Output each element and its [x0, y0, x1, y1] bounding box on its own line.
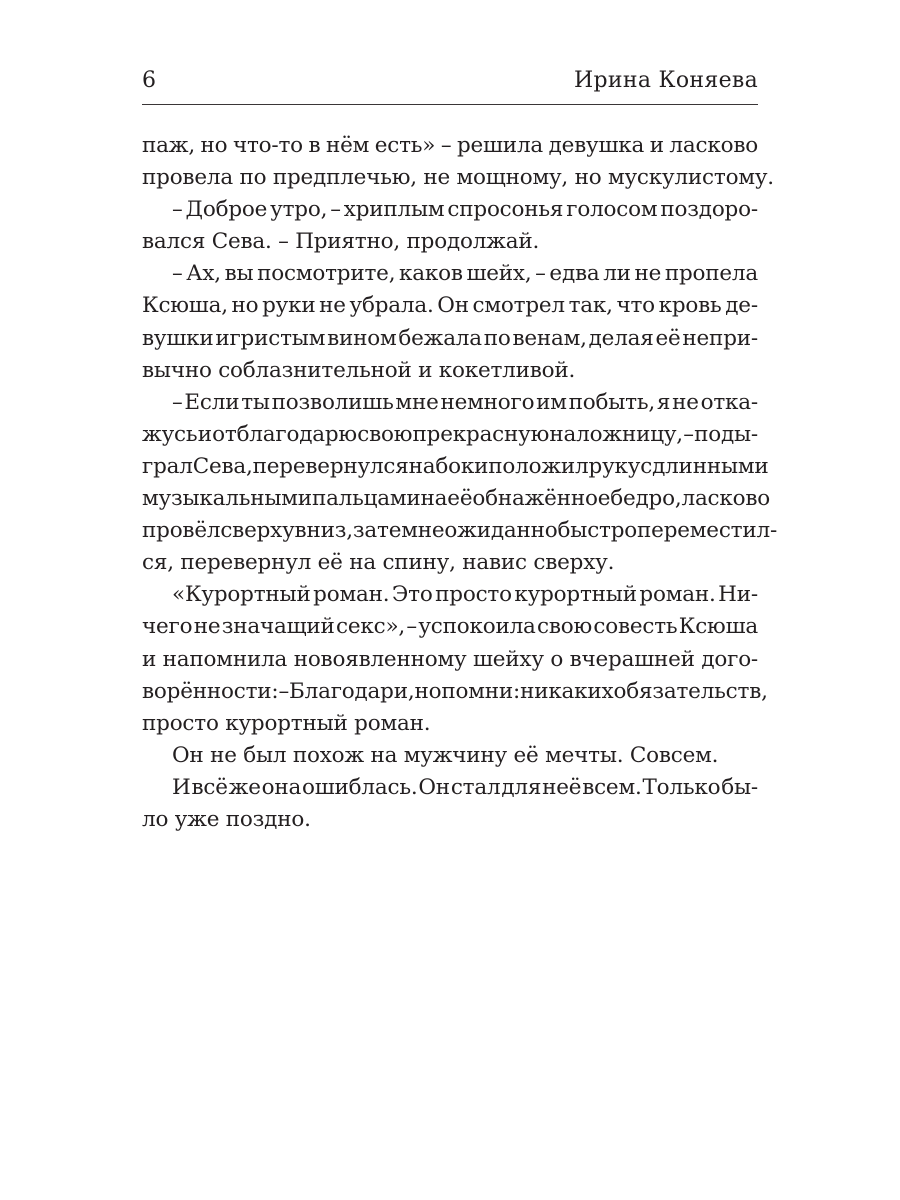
word: кровь	[658, 293, 722, 319]
word: Это	[391, 582, 433, 608]
word: в	[308, 133, 321, 158]
word: мечты.	[545, 742, 624, 768]
word: –	[535, 261, 546, 287]
word: секс»,	[336, 614, 406, 640]
word: немного	[440, 389, 535, 415]
word: нём	[325, 133, 370, 158]
word: шейх,	[466, 261, 532, 287]
word: –	[406, 614, 417, 640]
word: грал	[142, 453, 193, 479]
word: роман.	[354, 710, 431, 736]
word: каков	[399, 261, 463, 287]
word: Доброе	[185, 197, 268, 223]
word: её	[317, 550, 343, 576]
word: же	[228, 774, 261, 800]
word: И	[172, 774, 191, 800]
word: Ксюша,	[142, 293, 228, 319]
word: не	[319, 293, 346, 319]
word: ласково	[681, 486, 771, 512]
text-line	[142, 708, 758, 740]
word: роман.	[313, 582, 390, 608]
word: мужчину	[403, 742, 507, 768]
word: ли	[603, 261, 631, 287]
word: вушки	[142, 325, 214, 351]
word: жусь	[142, 421, 198, 447]
word: мускулистому.	[607, 165, 774, 191]
word: позволишь	[271, 389, 394, 415]
word: неё	[542, 774, 582, 800]
text-line	[142, 676, 768, 708]
running-head-author: Ирина Коняева	[574, 68, 758, 93]
word: вался	[142, 229, 206, 255]
word: вы	[224, 261, 254, 287]
word: продолжай.	[406, 229, 540, 255]
word: Он	[172, 742, 204, 768]
word: по	[239, 165, 267, 191]
word: паж,	[142, 133, 195, 158]
text-line	[142, 323, 758, 355]
word: вином	[327, 325, 397, 351]
word: –	[330, 197, 341, 223]
word: не	[672, 389, 699, 415]
word: перевернул	[180, 550, 312, 576]
body-text	[142, 130, 778, 836]
word: был	[243, 742, 287, 768]
word: свою	[537, 614, 593, 640]
word: –	[278, 678, 290, 704]
word: так,	[568, 293, 613, 319]
word: ласково	[669, 133, 758, 158]
word: всё	[191, 774, 228, 800]
word: Приятно,	[295, 229, 400, 255]
text-line	[142, 130, 758, 162]
text-line	[142, 355, 758, 387]
word: ошиблась.	[302, 774, 418, 800]
word: не	[210, 742, 237, 768]
word: –	[440, 133, 452, 158]
text-line	[142, 194, 758, 226]
text-line	[142, 258, 758, 290]
word: голосом	[566, 197, 658, 223]
word: мощному,	[456, 165, 569, 191]
word: просто	[435, 582, 512, 608]
word: ло	[142, 806, 169, 832]
word: Благодари,	[289, 678, 415, 704]
word: что-то	[232, 133, 303, 158]
word: ворённости:	[142, 678, 279, 704]
word: сверху	[220, 518, 295, 544]
word: не	[634, 261, 662, 287]
word: руку	[588, 453, 641, 479]
word: кокетливой.	[438, 357, 576, 383]
text-line	[142, 772, 758, 804]
text-line	[142, 451, 769, 483]
word: хриплым	[343, 197, 445, 223]
text-line	[142, 644, 758, 676]
word: я	[656, 389, 671, 415]
text-line	[142, 804, 758, 836]
word: поздно.	[225, 806, 311, 832]
word: переместил-	[637, 518, 778, 544]
text-line	[142, 483, 771, 515]
word: вчерашней	[569, 646, 695, 672]
word: затем	[352, 518, 418, 544]
word: девушка	[548, 133, 645, 158]
word: Он	[437, 293, 469, 319]
word: Совсем.	[629, 742, 719, 768]
word: значащий	[221, 614, 335, 640]
word: провела	[142, 165, 233, 191]
word: Он	[418, 774, 450, 800]
word: де-	[725, 293, 758, 319]
page-number: 6	[142, 68, 156, 93]
word: не	[423, 165, 451, 191]
word: но	[574, 165, 602, 191]
word: поздоро-	[660, 197, 758, 223]
word: положил	[488, 453, 589, 479]
word: ся,	[142, 550, 174, 576]
text-line	[142, 740, 758, 772]
word: Ксюша	[678, 614, 758, 640]
text-line	[142, 226, 758, 258]
word: бок	[435, 453, 475, 479]
word: успокоила	[418, 614, 536, 640]
word: Сева,	[192, 453, 253, 479]
text-line	[142, 387, 758, 419]
word: но	[231, 293, 259, 319]
word: Сева.	[211, 229, 272, 255]
word: посмотрите,	[257, 261, 396, 287]
word: Если	[184, 389, 240, 415]
word: и	[418, 357, 433, 383]
word: бедро,	[610, 486, 682, 512]
text-line	[142, 515, 778, 547]
word: уже	[174, 806, 220, 832]
word: и	[142, 646, 157, 672]
word: но	[200, 133, 228, 158]
word: перевернулся	[252, 453, 409, 479]
word: курортный	[514, 582, 637, 608]
word: роман.	[639, 582, 716, 608]
word: «Курортный	[172, 582, 311, 608]
word: спину,	[382, 550, 456, 576]
word: пропела	[664, 261, 758, 287]
word: напомнила	[162, 646, 288, 672]
text-line	[142, 611, 758, 643]
word: с	[640, 453, 653, 479]
word: ты	[241, 389, 270, 415]
word: неожиданно	[417, 518, 558, 544]
word: совесть	[593, 614, 678, 640]
word: провёл	[142, 518, 221, 544]
word: её	[447, 486, 473, 512]
word: решила	[456, 133, 544, 158]
word: венам,	[512, 325, 587, 351]
word: отблагодарю	[212, 421, 357, 447]
word: всем.	[582, 774, 642, 800]
word: о	[550, 646, 564, 672]
word: спросонья	[447, 197, 564, 223]
word: бежала	[398, 325, 482, 351]
word: убрала.	[349, 293, 434, 319]
text-line	[142, 162, 774, 194]
word: новоявленному	[293, 646, 467, 672]
word: дого-	[701, 646, 758, 672]
word: и	[649, 133, 664, 158]
word: наложницу,	[549, 421, 683, 447]
word: игристым	[215, 325, 326, 351]
word: делая	[588, 325, 654, 351]
word: предплечью,	[272, 165, 417, 191]
word: бы-	[721, 774, 758, 800]
word: Ах,	[186, 261, 221, 287]
word: прекрасную	[412, 421, 550, 447]
word: сверху.	[533, 550, 615, 576]
word: стал	[450, 774, 501, 800]
word: свою	[357, 421, 413, 447]
word: курортный	[225, 710, 348, 736]
word: руки	[262, 293, 316, 319]
word: обнажённое	[472, 486, 611, 512]
word: им	[536, 389, 567, 415]
word: вычно	[142, 357, 212, 383]
text-line	[142, 419, 758, 451]
word: и	[197, 421, 212, 447]
word: мне	[395, 389, 439, 415]
text-line	[142, 579, 758, 611]
word: отка-	[700, 389, 758, 415]
word: но	[414, 678, 442, 704]
word: есть»	[374, 133, 436, 158]
word: пальцами	[311, 486, 421, 512]
word: она	[261, 774, 302, 800]
word: на	[408, 453, 436, 479]
word: длинными	[652, 453, 769, 479]
word: –	[278, 229, 289, 255]
word: –	[172, 261, 183, 287]
word: вниз,	[294, 518, 353, 544]
word: чего	[142, 614, 193, 640]
word: по	[483, 325, 511, 351]
word: Только	[642, 774, 721, 800]
word: её	[513, 742, 539, 768]
word: непри-	[682, 325, 758, 351]
word: Ни-	[718, 582, 758, 608]
word: помни:	[441, 678, 521, 704]
word: навис	[462, 550, 527, 576]
word: на	[349, 550, 376, 576]
word: её	[655, 325, 681, 351]
page-header	[142, 62, 758, 105]
text-line	[142, 547, 758, 579]
word: шейху	[472, 646, 544, 672]
word: никаких	[520, 678, 614, 704]
word: поды-	[694, 421, 758, 447]
word: утро,	[270, 197, 328, 223]
text-line	[142, 290, 758, 322]
word: на	[420, 486, 448, 512]
word: не	[193, 614, 221, 640]
word: соблазнительной	[218, 357, 412, 383]
word: смотрел	[472, 293, 565, 319]
word: похож	[292, 742, 364, 768]
word: едва	[549, 261, 600, 287]
word: музыкальными	[142, 486, 312, 512]
word: –	[172, 389, 183, 415]
word: для	[501, 774, 542, 800]
word: побыть,	[568, 389, 656, 415]
word: быстро	[557, 518, 638, 544]
word: что	[616, 293, 655, 319]
word: обязательств,	[613, 678, 768, 704]
word: и	[474, 453, 489, 479]
word: –	[683, 421, 694, 447]
word: просто	[142, 710, 219, 736]
word: на	[370, 742, 398, 768]
word: –	[172, 197, 183, 223]
